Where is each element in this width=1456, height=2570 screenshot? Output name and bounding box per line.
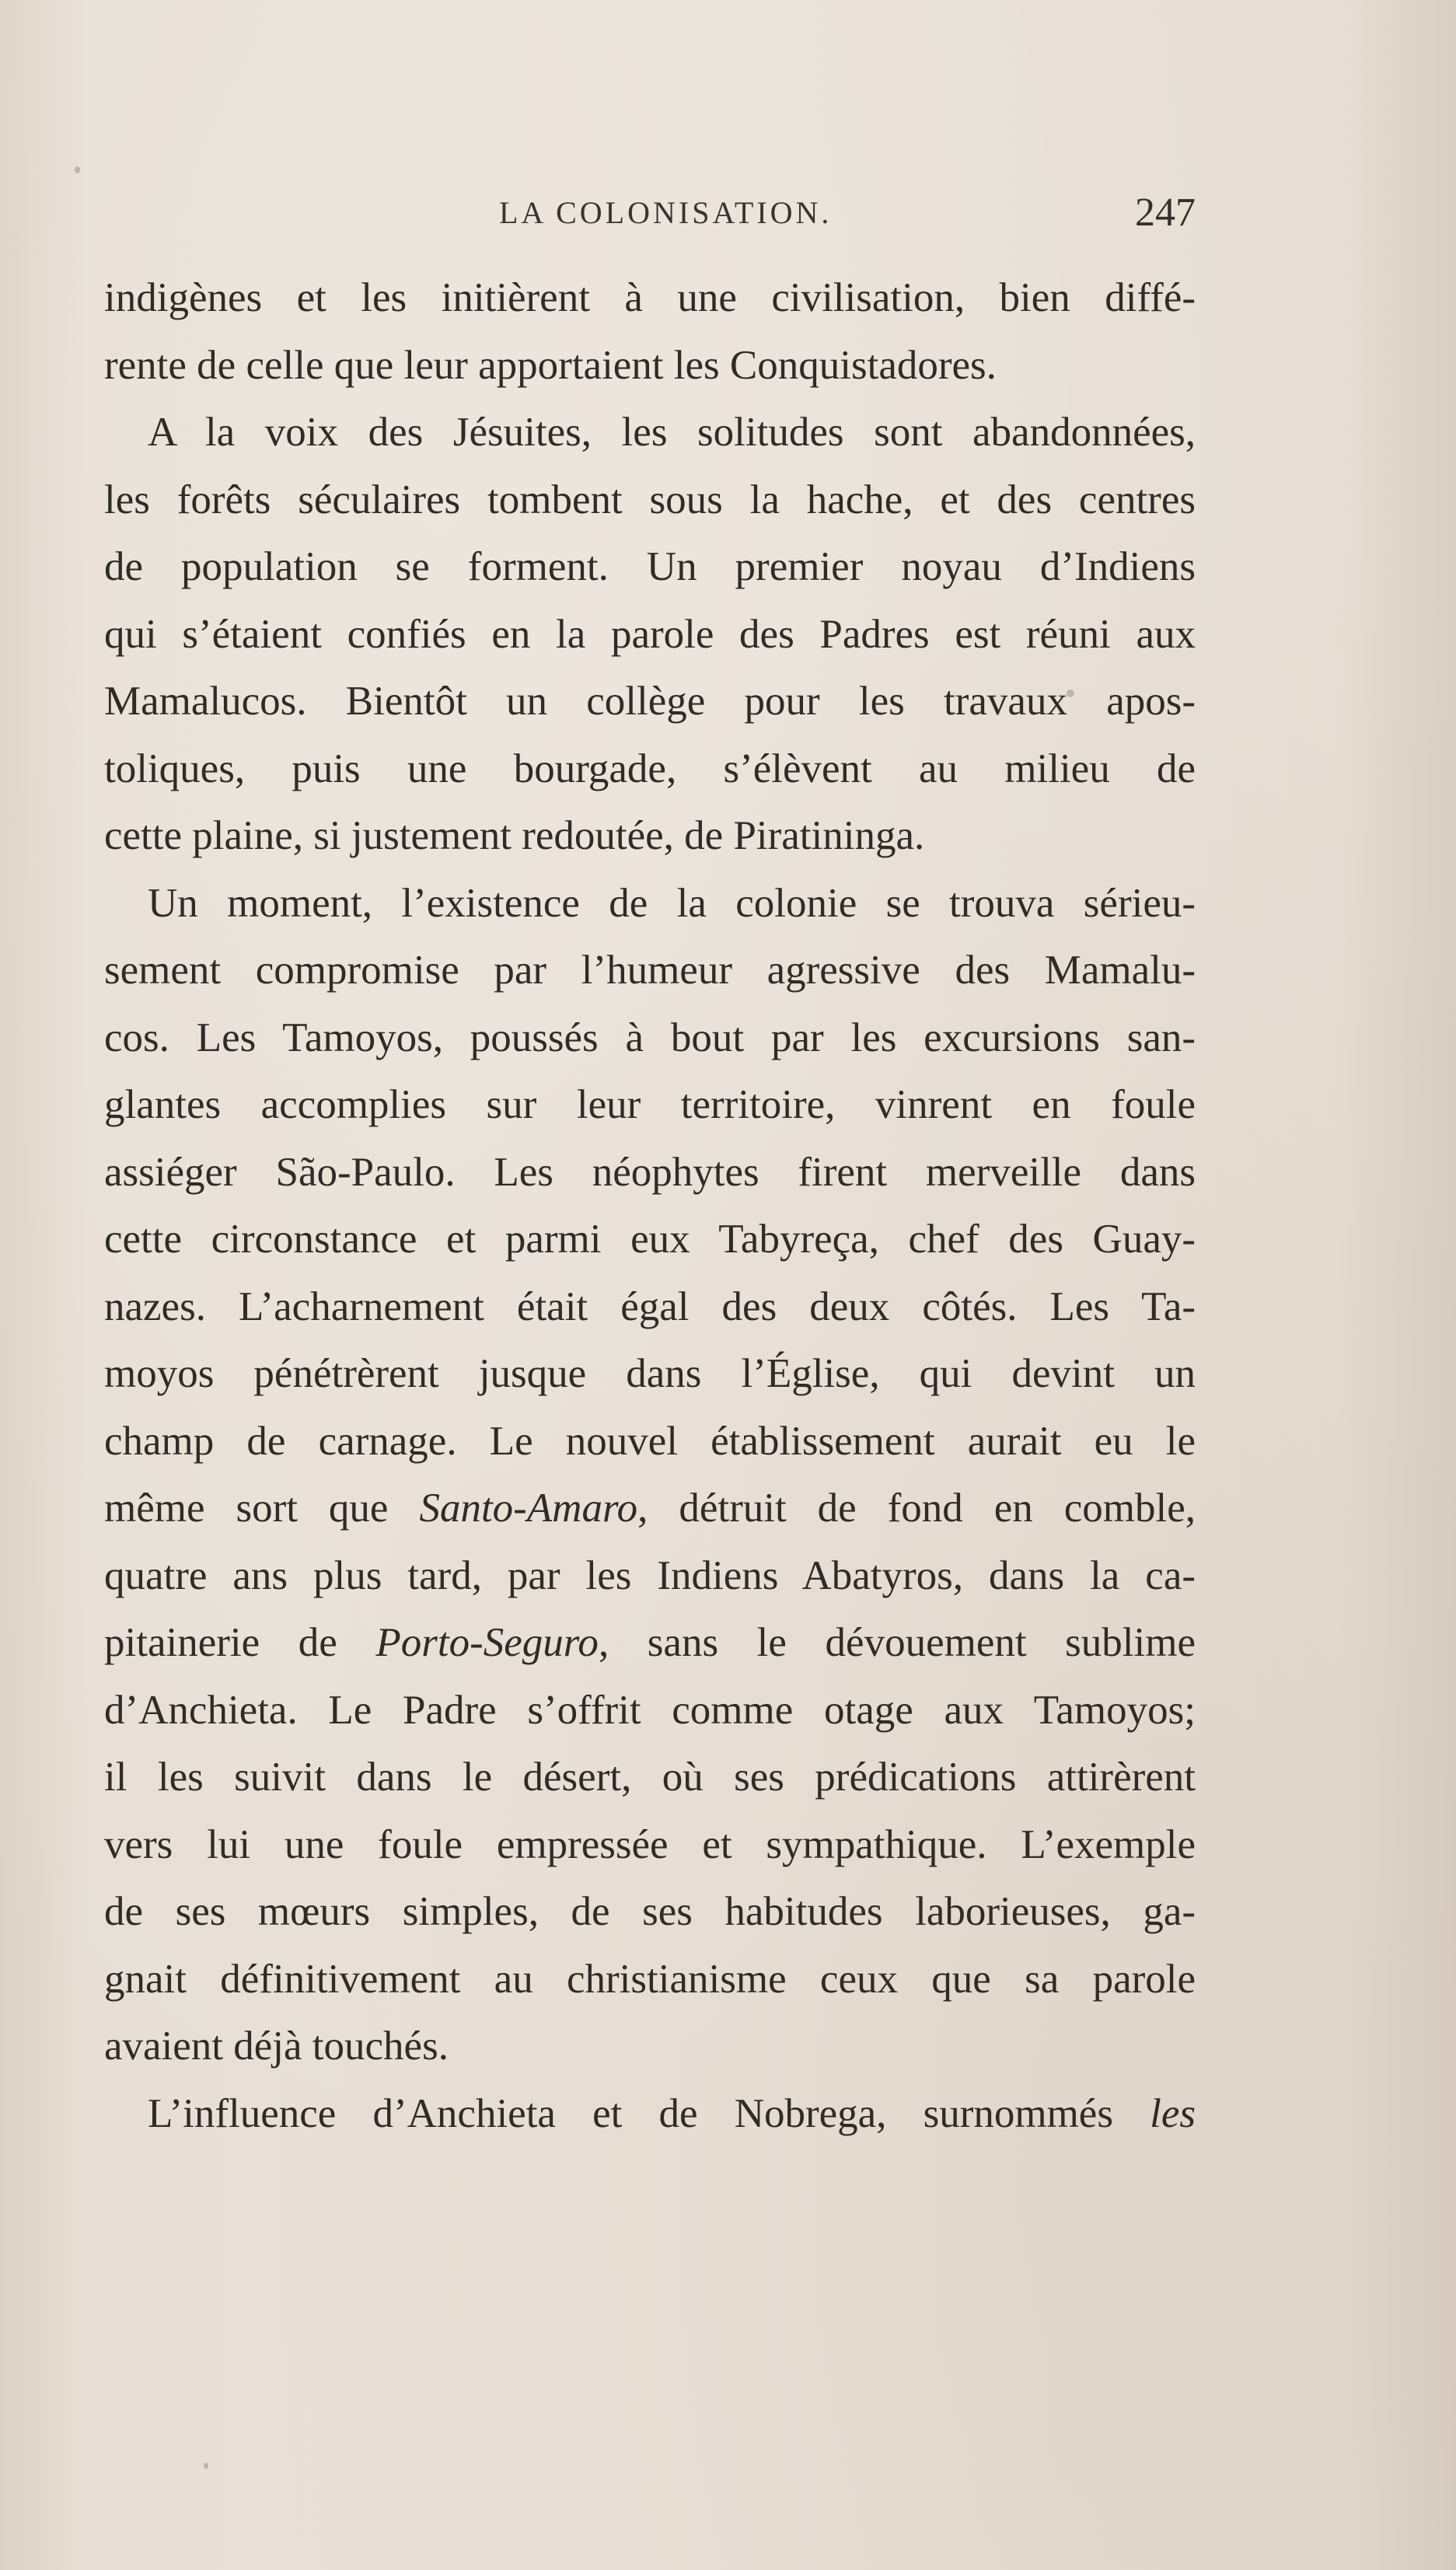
text-line: champ de carnage. Le nouvel établissement aurait eu le xyxy=(104,1418,1196,1464)
text-line: qui s’étaient confiés en la parole des Padres est réuni aux xyxy=(104,611,1196,657)
text-line: A la voix des Jésuites, les solitudes sont abandonnées, xyxy=(148,410,1196,455)
paper-speck xyxy=(204,2463,208,2469)
text-line: avaient déjà touchés. xyxy=(104,2024,449,2069)
paper-speck xyxy=(75,166,80,173)
text-line: Mamalucos. Bientôt un collège pour les travaux apos- xyxy=(104,679,1196,724)
text-line: les forêts séculaires tombent sous la hache, et des centres xyxy=(104,477,1196,522)
italic-place-name: Santo-Amaro xyxy=(419,1486,638,1531)
text-line: cos. Les Tamoyos, poussés à bout par les excursions san- xyxy=(104,1014,1196,1060)
text-line: il les suivit dans le désert, où ses prédications attirèrent xyxy=(104,1755,1196,1800)
text-segment: L’influence d’Anchieta et de Nobrega, surnommés xyxy=(148,2090,1150,2136)
text-line: Un moment, l’existence de la colonie se trouva sérieu- xyxy=(148,880,1196,926)
text-line: moyos pénétrèrent jusque dans l’Église, qui devint un xyxy=(104,1351,1196,1396)
text-line: rente de celle que leur apportaient les Conquistadores. xyxy=(104,342,997,388)
text-line xyxy=(104,2080,1196,2148)
text-line xyxy=(104,1475,1196,1542)
text-line: cette plaine, si justement redoutée, de Piratininga. xyxy=(104,813,925,858)
text-segment: , détruit de fond en comble, xyxy=(637,1486,1196,1531)
text-segment: même sort que xyxy=(104,1486,420,1531)
text-line: cette circonstance et parmi eux Tabyreça, chef des Guay- xyxy=(104,1217,1196,1262)
text-line: d’Anchieta. Le Padre s’offrit comme otage aux Tamoyos; xyxy=(104,1687,1196,1733)
text-line: de ses mœurs simples, de ses habitudes laborieuses, ga- xyxy=(104,1889,1196,1934)
text-line: gnait définitivement au christianisme ceux que sa parole xyxy=(104,1956,1196,2002)
text-line: indigènes et les initièrent à une civilisation, bien diffé- xyxy=(104,275,1196,320)
text-line: vers lui une foule empressée et sympathique. L’exemple xyxy=(104,1821,1196,1867)
page-number: 247 xyxy=(1135,190,1196,235)
text-line: glantes accomplies sur leur territoire, vinrent en foule xyxy=(104,1082,1196,1127)
body-text xyxy=(104,264,1196,2147)
italic-place-name: Porto-Seguro xyxy=(375,1620,599,1665)
text-line: de population se forment. Un premier noyau d’Indiens xyxy=(104,544,1196,589)
text-segment: pitainerie de xyxy=(104,1620,376,1665)
text-line: nazes. L’acharnement était égal des deux côtés. Les Ta- xyxy=(104,1283,1196,1329)
text-line: assiéger São-Paulo. Les néophytes firent merveille dans xyxy=(104,1149,1196,1195)
text-line: quatre ans plus tard, par les Indiens Abatyros, dans la ca- xyxy=(104,1552,1196,1598)
text-line: sement compromise par l’humeur agressive des Mamalu- xyxy=(104,948,1196,993)
italic-word: les xyxy=(1150,2090,1196,2136)
text-line xyxy=(104,1609,1196,1677)
running-header xyxy=(104,190,1196,236)
text-segment: , sans le dévouement sublime xyxy=(598,1620,1196,1665)
running-title: LA COLONISATION. xyxy=(499,195,833,230)
text-line: toliques, puis une bourgade, s’élèvent au milieu de xyxy=(104,746,1196,791)
